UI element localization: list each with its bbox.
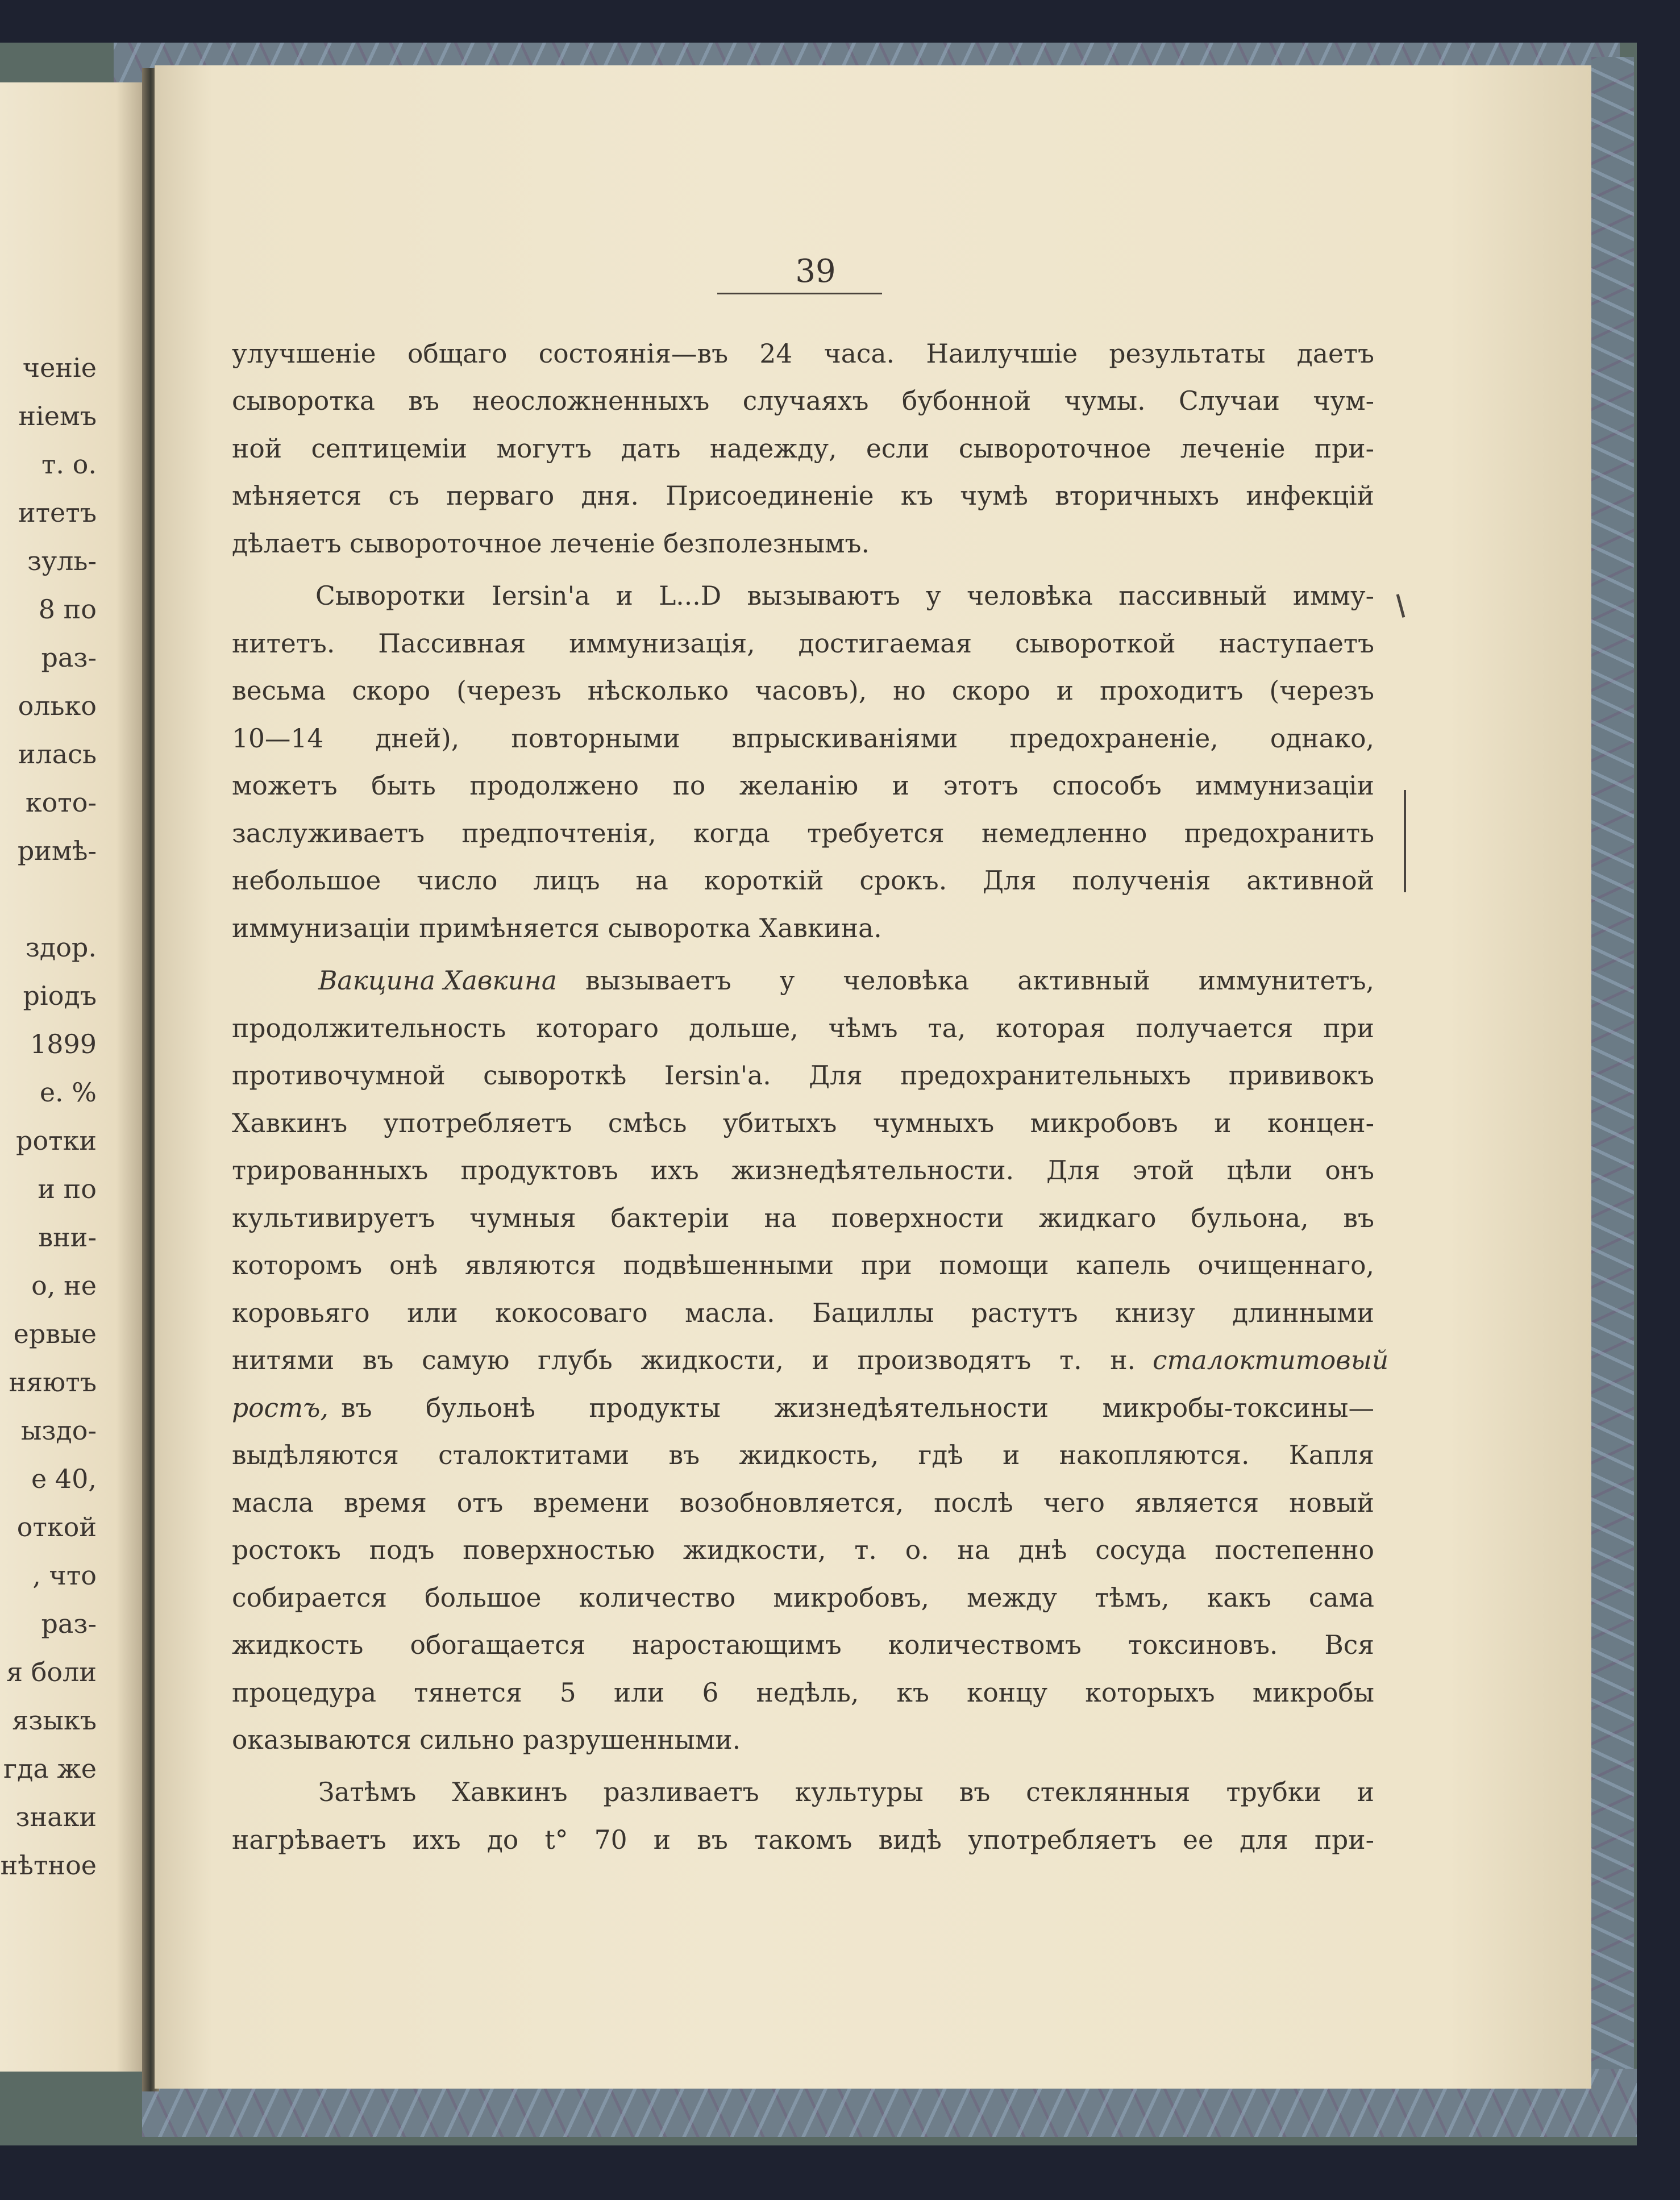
text-line: нитями въ самую глубь жидкости, и производятъ т. н. — [232, 1345, 1136, 1375]
left-page-text-fragment: е 40, — [31, 1463, 97, 1494]
text-line: дѣлаетъ сывороточное леченіе безполезнымъ. — [232, 529, 870, 559]
left-page-text-fragment: илась — [18, 739, 97, 770]
text-line: которомъ онѣ являются подвѣшенными при помощи капель очищеннаго, — [232, 1250, 1374, 1280]
text-line: процедура тянется 5 или 6 недѣль, къ концу которыхъ микробы — [232, 1678, 1374, 1708]
text-line: Затѣмъ Хавкинъ разливаетъ культуры въ стеклянныя трубки и — [318, 1777, 1374, 1807]
left-page-text-fragment: ніемъ — [18, 401, 97, 431]
text-line: оказываются сильно разрушенными. — [232, 1725, 741, 1755]
left-page-text-fragment: я боли — [6, 1657, 97, 1687]
left-page-text-fragment: гда же — [3, 1753, 97, 1784]
left-page-text-fragment: о, не — [31, 1270, 97, 1301]
left-page-text-fragment: е. % — [39, 1077, 97, 1108]
cover-marbled-edge-right — [1591, 57, 1634, 2103]
text-line: небольшое число лицъ на короткій срокъ. Для полученія активной — [232, 866, 1374, 896]
left-page-text-fragment: ченіе — [22, 352, 97, 383]
left-page-text-fragment: откой — [16, 1512, 97, 1542]
text-line: противочумной сывороткѣ Iersin'а. Для предохранительныхъ прививокъ — [232, 1061, 1374, 1091]
left-page-text-fragment: зуль- — [27, 546, 97, 576]
left-page-text-fragment: вни- — [38, 1222, 97, 1253]
left-page-text-fragment: языкъ — [12, 1705, 97, 1736]
left-page-text-fragment: т. о. — [41, 449, 97, 480]
text-line: собирается большое количество микробовъ, между тѣмъ, какъ сама — [232, 1583, 1374, 1613]
margin-pencil-mark — [1404, 790, 1406, 892]
text-line: коровьяго или кокосоваго масла. Бациллы растутъ книзу длинными — [232, 1298, 1374, 1328]
text-line: Сыворотки Iersin'а и L...D вызываютъ у человѣка пассивный имму- — [315, 581, 1374, 611]
left-page-text-fragment: римѣ- — [17, 835, 97, 866]
text-line: улучшеніе общаго состоянія—въ 24 часа. Наилучшіе результаты даетъ — [232, 339, 1374, 369]
text-line: иммунизаціи примѣняется сыворотка Хавкина. — [232, 913, 882, 943]
italic-lead-text: Вакцина Хавкина — [318, 966, 557, 996]
text-line: трированныхъ продуктовъ ихъ жизнедѣятельности. Для этой цѣли онъ — [232, 1155, 1374, 1186]
page-number: 39 — [795, 253, 836, 290]
left-page-text-fragment: кото- — [25, 787, 97, 818]
text-line: нитетъ. Пассивная иммунизація, достигаемая сывороткой наступаетъ — [232, 629, 1374, 659]
text-line: культивируетъ чумныя бактеріи на поверхности жидкаго бульона, въ — [232, 1203, 1374, 1233]
left-page-text-fragment: ыздо- — [20, 1415, 97, 1446]
left-page-text-fragment: раз- — [41, 1608, 97, 1639]
text-line: масла время отъ времени возобновляется, послѣ чего является новый — [232, 1488, 1374, 1518]
left-page-text-fragment: ервые — [13, 1319, 97, 1349]
left-page-text-fragment: и по — [38, 1174, 97, 1204]
text-line: весьма скоро (черезъ нѣсколько часовъ), но скоро и проходитъ (черезъ — [232, 676, 1374, 706]
text-line: въ бульонѣ продукты жизнедѣятельности микробы-токсины— — [341, 1393, 1374, 1423]
left-page-text-fragment: олько — [18, 691, 97, 721]
text-line: вызываетъ у человѣка активный иммунитетъ, — [585, 966, 1374, 996]
text-line: ростокъ подъ поверхностью жидкости, т. о. на днѣ сосуда постепенно — [232, 1535, 1374, 1565]
left-page-text-fragment: ріодъ — [23, 980, 97, 1011]
left-page-text-fragment: раз- — [41, 642, 97, 673]
left-page-text-fragment: итетъ — [18, 497, 97, 528]
text-line: мѣняется съ перваго дня. Присоединеніе къ чумѣ вторичныхъ инфекцій — [232, 481, 1374, 511]
left-page-text-fragment: няютъ — [9, 1367, 97, 1398]
text-line: нагрѣваетъ ихъ до t° 70 и въ такомъ видѣ употребляетъ ее для при- — [232, 1825, 1374, 1855]
text-line: жидкость обогащается наростающимъ количествомъ токсиновъ. Вся — [232, 1630, 1374, 1660]
left-page-text-fragment: 1899 — [30, 1029, 97, 1059]
page-number-rule — [717, 293, 882, 294]
text-line: Хавкинъ употребляетъ смѣсь убитыхъ чумныхъ микробовъ и концен- — [232, 1108, 1374, 1138]
text-line: выдѣляются сталоктитами въ жидкость, гдѣ и накопляются. Капля — [232, 1440, 1374, 1470]
text-line: ной септицеміи могутъ дать надежду, если сывороточное леченіе при- — [232, 434, 1374, 464]
left-page-text-fragment: нѣтное — [0, 1850, 97, 1881]
left-page-text-fragment: ротки — [16, 1125, 97, 1156]
text-line: можетъ быть продолжено по желанію и этотъ способъ иммунизаціи — [232, 771, 1374, 801]
left-page-text-fragment: 8 по — [38, 594, 97, 625]
text-line: сыворотка въ неосложненныхъ случаяхъ бубонной чумы. Случаи чум- — [232, 386, 1374, 416]
left-page-text-fragment: здор. — [25, 932, 97, 963]
left-page-text-fragment: , что — [32, 1560, 97, 1591]
text-line: продолжительность котораго дольше, чѣмъ та, которая получается при — [232, 1013, 1374, 1043]
text-line: 10—14 дней), повторными впрыскиваніями предохраненіе, однако, — [232, 723, 1374, 754]
text-line: заслуживаетъ предпочтенія, когда требуется немедленно предохранить — [232, 818, 1374, 849]
italic-text: сталоктитовый — [1153, 1345, 1389, 1375]
italic-text: ростъ, — [232, 1393, 328, 1423]
left-page-text-fragment: знаки — [15, 1802, 97, 1832]
left-page — [0, 82, 145, 2072]
